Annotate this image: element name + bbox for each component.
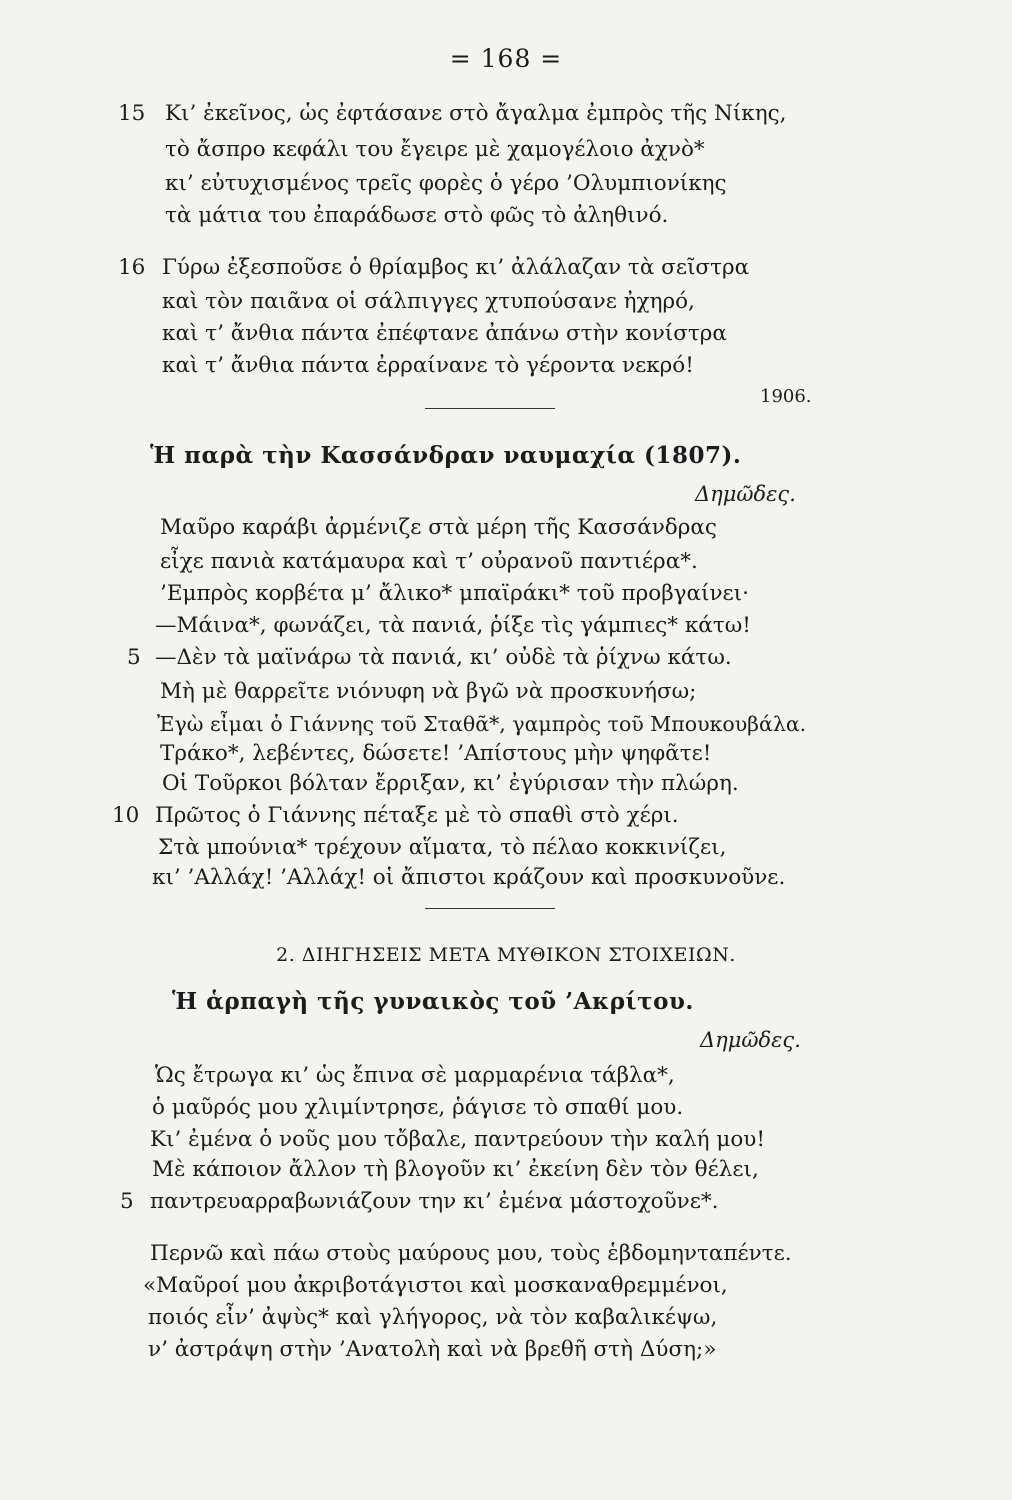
poem-line: Ἐγὼ εἶμαι ὁ Γιάννης τοῦ Σταθᾶ*, γαμπρὸς τοῦ Μπουκουβάλα. xyxy=(157,712,807,736)
poem-line: τὸ ἄσπρο κεφάλι του ἔγειρε μὲ χαμογέλοιο ἀχνὸ* xyxy=(165,137,705,162)
poem-title: Ἡ παρὰ τὴν Κασσάνδραν ναυμαχία (1807). xyxy=(150,442,742,469)
poem-line: Στὰ μπούνια* τρέχουν αἵματα, τὸ πέλαο κοκκινίζει, xyxy=(158,835,727,860)
divider xyxy=(425,408,555,409)
poem-line: Μαῦρο καράβι ἀρμένιζε στὰ μέρη τῆς Κασσάνδρας xyxy=(160,515,717,540)
poem-line: εἶχε πανιὰ κατάμαυρα καὶ τ’ οὐρανοῦ παντιέρα*. xyxy=(160,549,698,574)
poem-line: «Μαῦροί μου ἀκριβοτάγιστοι καὶ μοσκαναθρεμμένοι, xyxy=(143,1273,728,1298)
line-number-5: 5 xyxy=(120,1189,134,1214)
poem-line: Τράκο*, λεβέντες, δώσετε! ’Απίστους μὴν ψηφᾶτε! xyxy=(160,741,712,766)
poem-line: τὰ μάτια του ἐπαράδωσε στὸ φῶς τὸ ἀληθινό. xyxy=(165,203,669,228)
stanza-number-16: 16 xyxy=(118,255,146,280)
poem-line: ’Εμπρὸς κορβέτα μ’ ἄλικο* μπαϊράκι* τοῦ προβγαίνει· xyxy=(160,581,749,606)
poem-line: Μὲ κάποιον ἄλλον τὴ βλογοῦν κι’ ἐκείνη δὲν τὸν θέλει, xyxy=(152,1157,759,1182)
poem-line: ὁ μαῦρός μου χλιμίντρησε, ῥάγισε τὸ σπαθί μου. xyxy=(152,1095,684,1120)
poem-line: Κι’ ἐκεῖνος, ὡς ἐφτάσανε στὸ ἄγαλμα ἐμπρὸς τῆς Νίκης, xyxy=(165,101,787,126)
poem-line: Περνῶ καὶ πάω στοὺς μαύρους μου, τοὺς ἑβδομηνταπέντε. xyxy=(150,1241,792,1266)
line-number-10: 10 xyxy=(112,803,140,828)
stanza-number-15: 15 xyxy=(118,101,146,126)
poem-title: Ἡ ἁρπαγὴ τῆς γυναικὸς τοῦ ’Ακρίτου. xyxy=(172,988,694,1015)
poem-line: —Δὲν τὰ μαϊνάρω τὰ πανιά, κι’ οὐδὲ τὰ ῥίχνω κάτω. xyxy=(155,645,732,670)
poem-line: καὶ τὸν παιᾶνα οἱ σάλπιγγες χτυπούσανε ἠχηρό, xyxy=(162,289,695,314)
poem-line: καὶ τ’ ἄνθια πάντα ἐρραίνανε τὸ γέροντα νεκρό! xyxy=(162,353,694,378)
poem-line: Πρῶτος ὁ Γιάννης πέταξε μὲ τὸ σπαθὶ στὸ χέρι. xyxy=(155,803,679,828)
poem-line: κι’ εὐτυχισμένος τρεῖς φορὲς ὁ γέρο ’Ολυμπιονίκης xyxy=(165,171,727,196)
page-number: = 168 = xyxy=(449,44,563,73)
poem-genre: Δημῶδες. xyxy=(700,1028,801,1052)
poem-line: —Μάινα*, φωνάζει, τὰ πανιά, ῥίξε τὶς γάμπιες* κάτω! xyxy=(155,613,751,638)
poem-line: Οἱ Τοῦρκοι βόλταν ἔρριξαν, κι’ ἐγύρισαν τὴν πλώρη. xyxy=(162,771,739,796)
poem-line: ν’ ἀστράψη στὴν ’Ανατολὴ καὶ νὰ βρεθῆ στὴ Δύση;» xyxy=(148,1337,717,1362)
divider xyxy=(425,908,555,909)
poem-line: ποιός εἶν’ ἀψὺς* καὶ γλήγορος, νὰ τὸν καβαλικέψω, xyxy=(148,1305,718,1330)
poem-genre: Δημῶδες. xyxy=(695,482,796,506)
section-heading: 2. ΔΙΗΓΗΣΕΙΣ ΜΕΤΑ ΜΥΘΙΚΟΝ ΣΤΟΙΧΕΙΩΝ. xyxy=(276,944,736,966)
poem-line: Γύρω ἐξεσποῦσε ὁ θρίαμβος κι’ ἀλάλαζαν τὰ σεῖστρα xyxy=(162,255,750,280)
poem-line: Κι’ ἐμένα ὁ νοῦς μου τὄβαλε, παντρεύουν τὴν καλή μου! xyxy=(150,1127,765,1152)
poem-line: Ὡς ἔτρωγα κι’ ὡς ἔπινα σὲ μαρμαρένια τάβλα*, xyxy=(155,1063,675,1088)
poem-line: Μὴ μὲ θαρρεῖτε νιόνυφη νὰ βγῶ νὰ προσκυνήσω; xyxy=(160,679,697,704)
line-number-5: 5 xyxy=(127,645,141,670)
poem-line: παντρευαρραβωνιάζουν την κι’ ἐμένα μάστοχοῦνε*. xyxy=(150,1189,719,1214)
poem-line: καὶ τ’ ἄνθια πάντα ἐπέφτανε ἀπάνω στὴν κονίστρα xyxy=(162,321,727,346)
date-year: 1906. xyxy=(760,386,812,407)
poem-line: κι’ ’Αλλάχ! ’Αλλάχ! οἱ ἄπιστοι κράζουν καὶ προσκυνοῦνε. xyxy=(152,865,786,890)
